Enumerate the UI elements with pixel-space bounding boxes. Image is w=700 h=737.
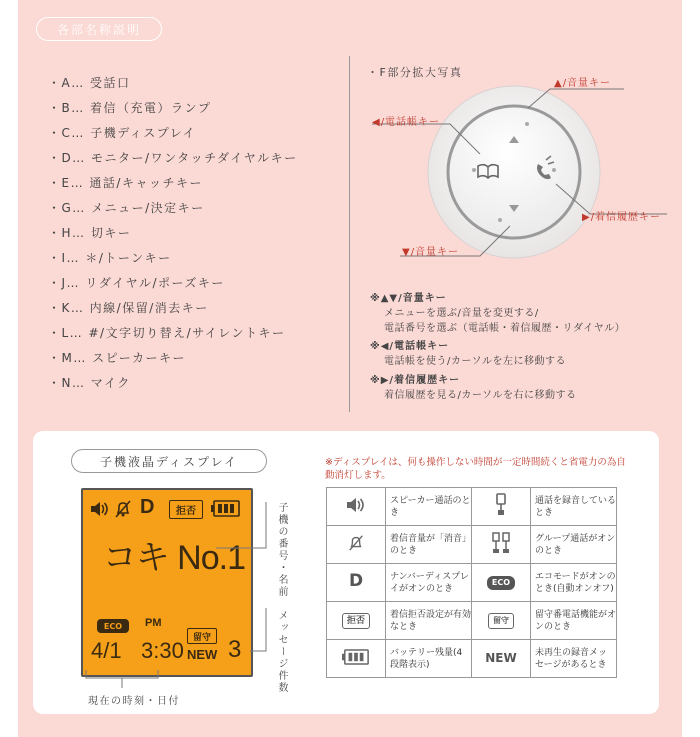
handset-name: コキ No.1 [102,539,245,577]
number-display-icon: D [140,496,155,518]
battery-icon [327,640,386,678]
pm-indicator: PM [145,617,162,629]
current-date: 4/1 [91,638,122,663]
list-item: ・E… 通話/キャッチキー [48,176,203,190]
table-row [327,526,617,564]
legend-text: ナンバーディスプレイがオンのとき [386,564,472,602]
table-row [327,488,617,526]
label-volume-down-key: ▼/音量キー [402,247,460,258]
legend-text: 着信拒否設定が有効なとき [386,602,472,640]
label-phonebook-key: ◀/電話帳キー [372,117,441,128]
list-item: ・J… リダイヤル/ポーズキー [48,276,225,290]
label-volume-up-key: ▲/音量キー [554,78,612,89]
list-item: ・M… スピーカーキー [48,351,186,365]
legend-text: 未再生の録音メッセージがあるとき [531,640,617,678]
table-row [327,602,617,640]
eco-icon: ECO [472,564,531,602]
speaker-icon [327,488,386,526]
legend-text: スピーカー通話のとき [386,488,472,526]
current-time: 3:30 [141,638,184,663]
lcd-leader-lines [60,480,300,710]
new-indicator: NEW [187,647,218,662]
reject-badge: 拒否 [169,500,203,519]
key-description-line: 電話番号を選ぶ（電話帳・着信履歴・リダイヤル） [384,323,626,334]
list-item: ・N… マイク [48,376,131,390]
key-description-volume [370,291,625,336]
list-item: ・I… ＊/トーンキー [48,251,172,265]
key-description-history [370,373,576,403]
reject-icon: 拒否 [327,602,386,640]
parts-list [48,74,298,399]
list-item: ・B… 着信（充電）ランプ [48,101,212,115]
legend-text: 留守番電話機能がオンのとき [531,602,617,640]
new-icon: NEW [472,640,531,678]
icon-legend-table [326,487,617,678]
key-description-line: 着信履歴を見る/カーソルを右に移動する [384,390,577,401]
legend-text: 通話を録音しているとき [531,488,617,526]
label-history-key: ▶/着信履歴キー [582,212,662,223]
legend-text: 着信音量が「消音」のとき [386,526,472,564]
key-description-line: 電話帳を使う/カーソルを左に移動する [384,356,566,367]
list-item: ・G… メニュー/決定キー [48,201,205,215]
navigation-key-illustration [360,80,680,270]
label-current-datetime: 現在の時刻・日付 [88,696,180,707]
list-item: ・D… モニター/ワンタッチダイヤルキー [48,151,298,165]
table-row [327,640,617,678]
rusu-badge: 留守 [187,628,217,644]
key-description-heading: ※◀/電話帳キー [370,341,450,352]
key-description-heading: ※▶/着信履歴キー [370,375,461,386]
group-call-icon [472,526,531,564]
record-icon [472,488,531,526]
list-item: ・C… 子機ディスプレイ [48,126,197,140]
section-title-display: 子機液晶ディスプレイ [71,449,267,473]
label-message-count: メッセージ件数 [276,610,287,694]
list-item: ・A… 受話口 [48,76,131,90]
bell-off-icon [327,526,386,564]
section-title-parts: 各部名称説明 [36,17,162,41]
key-description-heading: ※▲▼/音量キー [370,293,447,304]
key-description-line: メニューを選ぶ/音量を変更する/ [384,308,539,319]
number-display-icon: D [327,564,386,602]
label-handset-number-name: 子機の番号・名前 [276,502,287,598]
legend-text: グループ通話がオンのとき [531,526,617,564]
auto-off-notice: ※ディスプレイは、何も操作しない時間が一定時間続くと省電力の為自動消灯します。 [325,457,626,481]
key-description-phonebook [370,339,566,369]
list-item: ・L… #/文字切り替え/サイレントキー [48,326,286,340]
legend-text: エコモードがオンのとき(自動オンオフ) [531,564,617,602]
eco-badge: ECO [97,619,129,633]
rusu-icon: 留守 [472,602,531,640]
legend-text: バッテリー残量(4段階表示) [386,640,472,678]
zoom-title: ・F部分拡大写真 [367,66,463,79]
list-item: ・K… 内線/保留/消去キー [48,301,209,315]
table-row [327,564,617,602]
message-count: 3 [228,636,242,663]
column-divider [349,56,350,412]
list-item: ・H… 切キー [48,226,132,240]
